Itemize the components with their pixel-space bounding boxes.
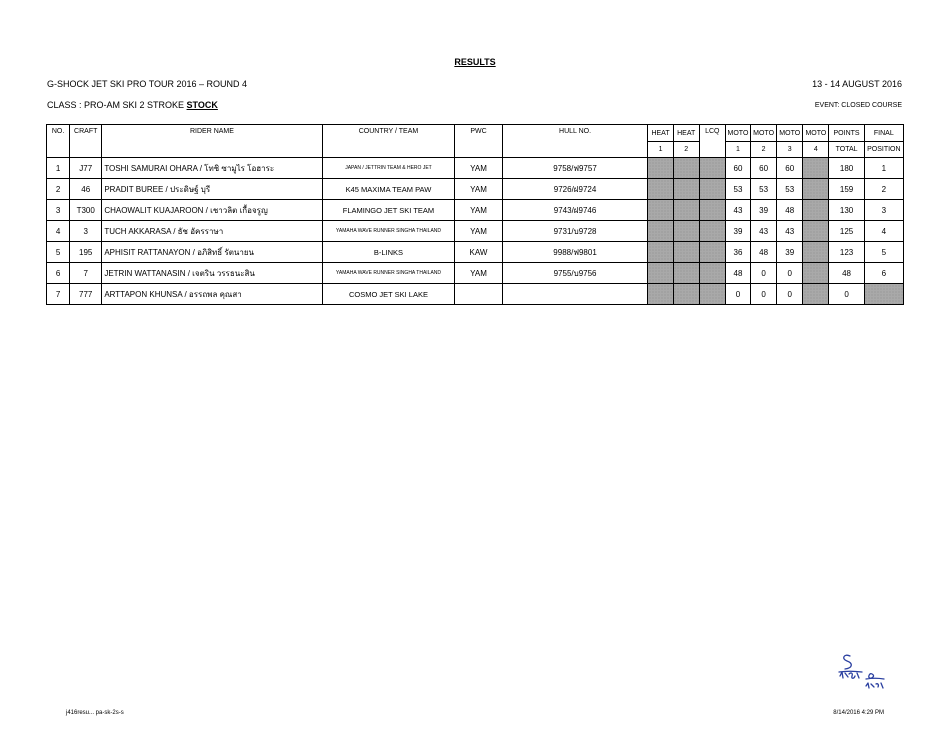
cell-craft: 46 — [70, 179, 102, 200]
signature-image — [834, 648, 894, 696]
cell-pwc: YAM — [455, 221, 502, 242]
cell-moto-3: 43 — [777, 221, 803, 242]
cell-heat-2 — [673, 242, 699, 263]
header-final: FINAL — [864, 125, 903, 142]
cell-hull-no: 9988/ฟ9801 — [502, 242, 648, 263]
cell-moto-1: 48 — [725, 263, 750, 284]
header-moto-4-num: 4 — [803, 142, 829, 158]
cell-craft: 195 — [70, 242, 102, 263]
cell-hull-no: 9758/ฟ9757 — [502, 158, 648, 179]
footer-print-date: 8/14/2016 4:29 PM — [833, 710, 884, 716]
cell-final-position: 3 — [864, 200, 903, 221]
cell-rider-name: TUCH AKKARASA / ธัช อัครราษา — [102, 221, 322, 242]
cell-rider-name: JETRIN WATTANASIN / เจตริน วรรธนะสิน — [102, 263, 322, 284]
cell-moto-1: 36 — [725, 242, 750, 263]
cell-country-team: YAMAHA WAVE RUNNER SINGHA THAILAND — [322, 221, 455, 242]
cell-heat-1 — [648, 263, 673, 284]
cell-moto-2: 53 — [751, 179, 777, 200]
cell-moto-4 — [803, 284, 829, 305]
cell-heat-2 — [673, 284, 699, 305]
cell-hull-no: 9755/บ9756 — [502, 263, 648, 284]
cell-lcq — [699, 221, 725, 242]
cell-points-total: 0 — [829, 284, 864, 305]
signature-strokes — [839, 655, 884, 688]
cell-moto-3: 39 — [777, 242, 803, 263]
cell-hull-no: 9743/ฝ9746 — [502, 200, 648, 221]
cell-no: 1 — [47, 158, 70, 179]
cell-points-total: 123 — [829, 242, 864, 263]
signature-stroke-1 — [844, 655, 852, 669]
cell-points-total: 159 — [829, 179, 864, 200]
header-heat-1: HEAT — [648, 125, 673, 142]
cell-lcq — [699, 158, 725, 179]
header-lcq: LCQ — [699, 125, 725, 158]
cell-moto-1: 53 — [725, 179, 750, 200]
footer-file-name: j416resu... pa-sk-2s-s — [66, 710, 124, 716]
header-moto-2-num: 2 — [751, 142, 777, 158]
cell-craft: 777 — [70, 284, 102, 305]
cell-points-total: 48 — [829, 263, 864, 284]
cell-points-total: 130 — [829, 200, 864, 221]
cell-heat-2 — [673, 179, 699, 200]
cell-moto-1: 43 — [725, 200, 750, 221]
header-points: POINTS — [829, 125, 864, 142]
cell-no: 2 — [47, 179, 70, 200]
cell-lcq — [699, 200, 725, 221]
results-table — [46, 124, 904, 305]
cell-final-position: 6 — [864, 263, 903, 284]
cell-pwc: YAM — [455, 200, 502, 221]
header-heat-2-num: 2 — [673, 142, 699, 158]
cell-pwc: YAM — [455, 263, 502, 284]
header-country-team: COUNTRY / TEAM — [322, 125, 455, 158]
cell-moto-2: 43 — [751, 221, 777, 242]
cell-rider-name: TOSHI SAMURAI OHARA / โทชิ ซามูไร โอฮาระ — [102, 158, 322, 179]
cell-lcq — [699, 263, 725, 284]
table-row — [47, 284, 904, 305]
header-rider-name: RIDER NAME — [102, 125, 322, 158]
cell-craft: 7 — [70, 263, 102, 284]
table-row — [47, 242, 904, 263]
header-moto-1-num: 1 — [725, 142, 750, 158]
cell-country-team: B-LINKS — [322, 242, 455, 263]
cell-moto-4 — [803, 263, 829, 284]
header-hull-no: HULL NO. — [502, 125, 648, 158]
cell-pwc: KAW — [455, 242, 502, 263]
cell-pwc: YAM — [455, 179, 502, 200]
cell-moto-2: 0 — [751, 284, 777, 305]
cell-heat-1 — [648, 242, 673, 263]
cell-moto-2: 39 — [751, 200, 777, 221]
cell-points-total: 125 — [829, 221, 864, 242]
cell-points-total: 180 — [829, 158, 864, 179]
cell-moto-3: 48 — [777, 200, 803, 221]
cell-country-team: YAMAHA WAVE RUNNER SINGHA THAILAND — [322, 263, 455, 284]
cell-no: 6 — [47, 263, 70, 284]
cell-moto-1: 0 — [725, 284, 750, 305]
cell-no: 5 — [47, 242, 70, 263]
cell-moto-4 — [803, 179, 829, 200]
header-position: POSITION — [864, 142, 903, 158]
cell-rider-name: PRADIT BUREE / ประดิษฐ์ บุรี — [102, 179, 322, 200]
cell-lcq — [699, 242, 725, 263]
header-pwc: PWC — [455, 125, 502, 158]
cell-heat-2 — [673, 200, 699, 221]
cell-moto-2: 60 — [751, 158, 777, 179]
header-moto-3-num: 3 — [777, 142, 803, 158]
cell-country-team: COSMO JET SKI LAKE — [322, 284, 455, 305]
cell-final-position: 1 — [864, 158, 903, 179]
cell-moto-3: 60 — [777, 158, 803, 179]
cell-moto-4 — [803, 158, 829, 179]
signature-stroke-5 — [866, 683, 883, 688]
header-moto-2: MOTO — [751, 125, 777, 142]
cell-heat-1 — [648, 200, 673, 221]
cell-rider-name: ARTTAPON KHUNSA / อรรถพล คุณสา — [102, 284, 322, 305]
cell-rider-name: CHAOWALIT KUAJAROON / เชาวลิต เกื้อจรูญ — [102, 200, 322, 221]
signature-stroke-4 — [866, 674, 884, 679]
cell-moto-3: 0 — [777, 263, 803, 284]
cell-rider-name: APHISIT RATTANAYON / อภิสิทธิ์ รัตนายน — [102, 242, 322, 263]
signature-stroke-3 — [840, 672, 859, 678]
cell-heat-2 — [673, 158, 699, 179]
cell-no: 3 — [47, 200, 70, 221]
table-row — [47, 179, 904, 200]
cell-moto-1: 39 — [725, 221, 750, 242]
table-row — [47, 221, 904, 242]
cell-pwc: YAM — [455, 158, 502, 179]
event-type: EVENT: CLOSED COURSE — [814, 102, 902, 109]
cell-final-position — [864, 284, 903, 305]
header-total: TOTAL — [829, 142, 864, 158]
cell-no: 4 — [47, 221, 70, 242]
cell-heat-1 — [648, 221, 673, 242]
table-row — [47, 200, 904, 221]
table-row — [47, 158, 904, 179]
cell-hull-no — [502, 284, 648, 305]
cell-moto-3: 0 — [777, 284, 803, 305]
cell-craft: J77 — [70, 158, 102, 179]
header-no: NO. — [47, 125, 70, 158]
cell-country-team: JAPAN / JETTRIN TEAM & HERO JET — [322, 158, 455, 179]
cell-moto-1: 60 — [725, 158, 750, 179]
class-emphasis: STOCK — [186, 100, 218, 110]
cell-pwc — [455, 284, 502, 305]
cell-hull-no: 9726/ฝ9724 — [502, 179, 648, 200]
cell-craft: T300 — [70, 200, 102, 221]
cell-heat-2 — [673, 221, 699, 242]
event-date: 13 - 14 AUGUST 2016 — [812, 79, 902, 89]
header-moto-4: MOTO — [803, 125, 829, 142]
cell-heat-1 — [648, 284, 673, 305]
page-title: RESULTS — [454, 57, 496, 67]
cell-final-position: 5 — [864, 242, 903, 263]
table-row — [47, 263, 904, 284]
class-prefix: CLASS : PRO-AM SKI 2 STROKE — [47, 100, 187, 110]
cell-moto-4 — [803, 221, 829, 242]
cell-final-position: 2 — [864, 179, 903, 200]
cell-moto-2: 48 — [751, 242, 777, 263]
header-heat-2: HEAT — [673, 125, 699, 142]
cell-craft: 3 — [70, 221, 102, 242]
cell-no: 7 — [47, 284, 70, 305]
class-label — [47, 100, 218, 110]
cell-moto-4 — [803, 242, 829, 263]
cell-final-position: 4 — [864, 221, 903, 242]
cell-heat-1 — [648, 158, 673, 179]
cell-lcq — [699, 179, 725, 200]
event-name: G-SHOCK JET SKI PRO TOUR 2016 – ROUND 4 — [47, 79, 248, 89]
cell-moto-2: 0 — [751, 263, 777, 284]
cell-heat-2 — [673, 263, 699, 284]
cell-moto-3: 53 — [777, 179, 803, 200]
cell-hull-no: 9731/บ9728 — [502, 221, 648, 242]
cell-moto-4 — [803, 200, 829, 221]
cell-lcq — [699, 284, 725, 305]
cell-heat-1 — [648, 179, 673, 200]
header-moto-3: MOTO — [777, 125, 803, 142]
header-heat-1-num: 1 — [648, 142, 673, 158]
header-craft: CRAFT — [70, 125, 102, 158]
header-moto-1: MOTO — [725, 125, 750, 142]
cell-country-team: FLAMINGO JET SKI TEAM — [322, 200, 455, 221]
cell-country-team: K45 MAXIMA TEAM PAW — [322, 179, 455, 200]
